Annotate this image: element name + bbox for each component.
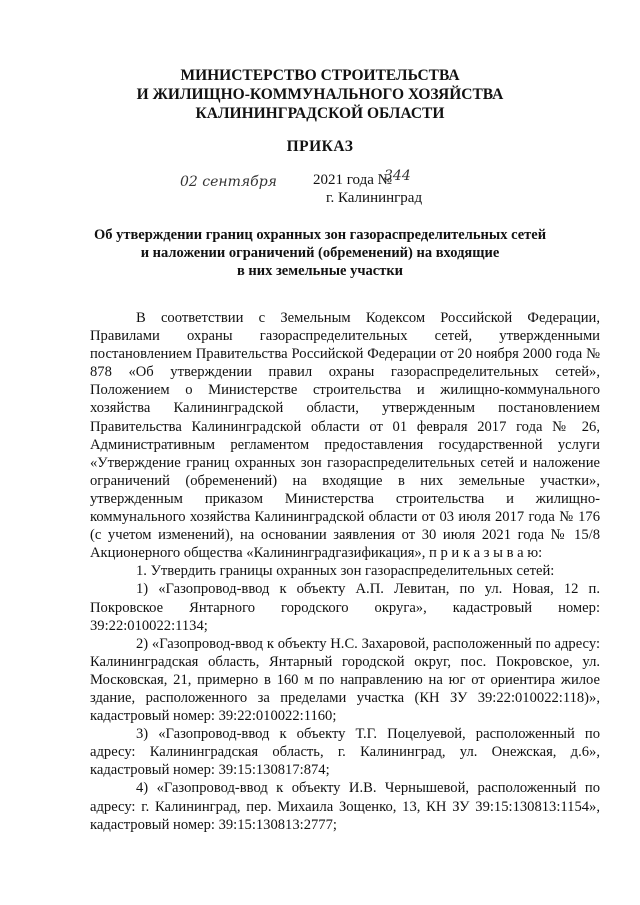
point-1: 1. Утвердить границы охранных зон газораспределительных сетей: bbox=[136, 563, 555, 580]
order-title: ПРИКАЗ bbox=[286, 138, 354, 155]
subject-line-3: в них земельные участки bbox=[236, 263, 404, 279]
subject-line-1: Об утверждении границ охранных зон газораспределительных сетей bbox=[93, 227, 547, 243]
header-line-2: И ЖИЛИЩНО-КОММУНАЛЬНОГО ХОЗЯЙСТВА bbox=[136, 86, 504, 103]
list-item: 2) «Газопровод-ввод к объекту Н.С. Захаровой, расположенный по адресу: Калининградская область, Янтарный городской округ, пос. Покровское, ул. Московская, 21, примерно в 160 м по направлению на юг от ориентира жилое здание, расположенного за пределами участка (КН ЗУ 39:22:010022:118)», кадастровый номер: 39:22:010022:1160; bbox=[90, 635, 600, 725]
printed-date: 2021 года № bbox=[313, 172, 392, 188]
handwritten-date: 02 сентября bbox=[180, 174, 277, 190]
order-subject bbox=[0, 226, 640, 280]
preamble-paragraph: В соответствии с Земельным Кодексом Российской Федерации, Правилами охраны газораспределительных сетей, утвержденными постановлением Правительства Российской Федерации от 20 ноября 2000 года № 878 «Об утверждении правил охраны газораспределительных сетей», Положением о Министерстве строительства и жилищно-коммунального хозяйства Калининградской области, утвержденным постановлением Правительства Калининградской области от 01 февраля 2017 года № 26, Административным регламентом предоставления государственной услуги «Утверждение границ охранных зон газораспределительных сетей и наложение ограничений (обременений) на входящие в них земельные участки», утвержденным приказом Министерства строительства и жилищно-коммунального хозяйства Калининградской области от 03 июля 2017 года № 176 (с учетом изменений), на основании заявления от 30 июля 2021 года № 15/8 Акционерного общества «Калининградгазификация», п р и к а з ы в а ю: bbox=[90, 310, 600, 562]
ministry-header bbox=[0, 66, 640, 123]
list-item: 3) «Газопровод-ввод к объекту Т.Г. Поцелуевой, расположенный по адресу: Калининградская область, г. Калининград, ул. Онежская, д.6», кадастровый номер: 39:15:130817:874; bbox=[90, 726, 600, 779]
order-city: г. Калининград bbox=[326, 190, 423, 206]
header-line-3: КАЛИНИНГРАДСКОЙ ОБЛАСТИ bbox=[195, 105, 445, 122]
handwritten-order-number: 344 bbox=[384, 168, 411, 184]
order-body bbox=[90, 309, 600, 834]
list-item: 1) «Газопровод-ввод к объекту А.П. Левитан, по ул. Новая, 12 п. Покровское Янтарного городского округа», кадастровый номер: 39:22:010022:1134; bbox=[90, 581, 600, 634]
list-item: 4) «Газопровод-ввод к объекту И.В. Чернышевой, расположенный по адресу: г. Калининград, пер. Михаила Зощенко, 13, КН ЗУ 39:15:130813:1154», кадастровый номер: 39:15:130813:2777; bbox=[90, 780, 600, 833]
header-line-1: МИНИСТЕРСТВО СТРОИТЕЛЬСТВА bbox=[180, 67, 460, 84]
subject-line-2: и наложении ограничений (обременений) на входящие bbox=[140, 245, 500, 261]
